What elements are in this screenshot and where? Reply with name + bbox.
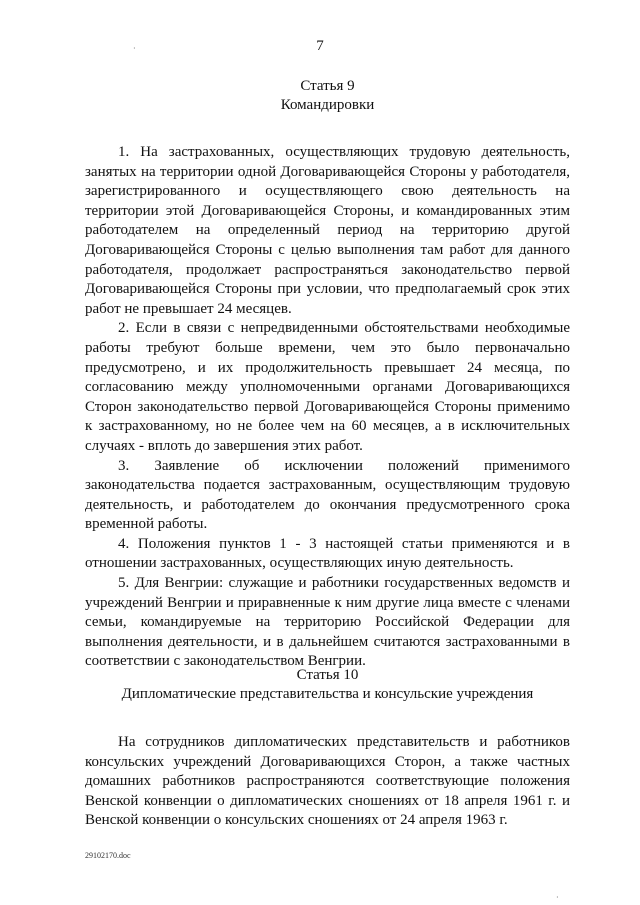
scan-mark: · — [556, 893, 559, 902]
article-10 — [85, 666, 570, 831]
article-9-subtitle: Командировки — [280, 97, 375, 113]
page-number: 7 — [316, 38, 324, 54]
article-9-title: Статья 9 — [300, 78, 355, 94]
article-9-paragraph-4: 4. Положения пунктов 1 - 3 настоящей статьи применяются и в отношении застрахованных, осуществляющих иную деятельность. — [85, 535, 570, 572]
scan-mark: · — [133, 44, 136, 53]
article-9 — [85, 77, 570, 672]
article-9-paragraph-3: 3. Заявление об исключении положений применимого законодательства подается застрахованным, осуществляющим трудовую деятельность, и работодателем до окончания предусмотренного срока временной работы. — [85, 457, 570, 533]
article-9-paragraph-1: 1. На застрахованных, осуществляющих трудовую деятельность, занятых на территории одной Договаривающейся Стороны у работодателя, зарегистрированного и осуществляющего свою деятельность на территории этой Договаривающейся Стороны, и командированных этим работодателем на определенный период на территорию другой Договаривающейся Стороны с целью выполнения там работ для данного работодателя, продолжает распространяться законодательство первой Договаривающейся Стороны при условии, что предполагаемый срок этих работ не превышает 24 месяцев. — [85, 144, 570, 317]
article-10-paragraph-1: На сотрудников дипломатических представительств и работников консульских учреждений Договаривающихся Сторон, а также частных домашних работников распространяются соответствующие положения Венской конвенции о дипломатических сношениях от 18 апреля 1961 г. и Венской конвенции о консульских сношениях от 24 апреля 1963 г. — [85, 734, 570, 829]
article-9-paragraph-2: 2. Если в связи с непредвиденными обстоятельствами необходимые работы требуют больше времени, чем это было первоначально предусмотрено, и их продолжительность превышает 24 месяца, по согласованию между уполномоченными органами Договаривающихся Сторон законодательство первой Договаривающейся Стороны применимо к застрахованному, но не более чем на 60 месяцев, а в исключительных случаях - вплоть до завершения этих работ. — [85, 320, 570, 454]
article-10-subtitle: Дипломатические представительства и консульские учреждения — [121, 686, 534, 702]
article-9-paragraph-5: 5. Для Венгрии: служащие и работники государственных ведомств и учреждений Венгрии и приравненные к ним другие лица вместе с членами семьи, командируемые на территорию Российской Федерации для выполнения деятельности, и в дальнейшем считаются застрахованными в соответствии с законодательством Венгрии. — [85, 575, 570, 670]
footer-filename: 29102170.doc — [85, 851, 131, 860]
article-10-title: Статья 10 — [296, 667, 359, 683]
